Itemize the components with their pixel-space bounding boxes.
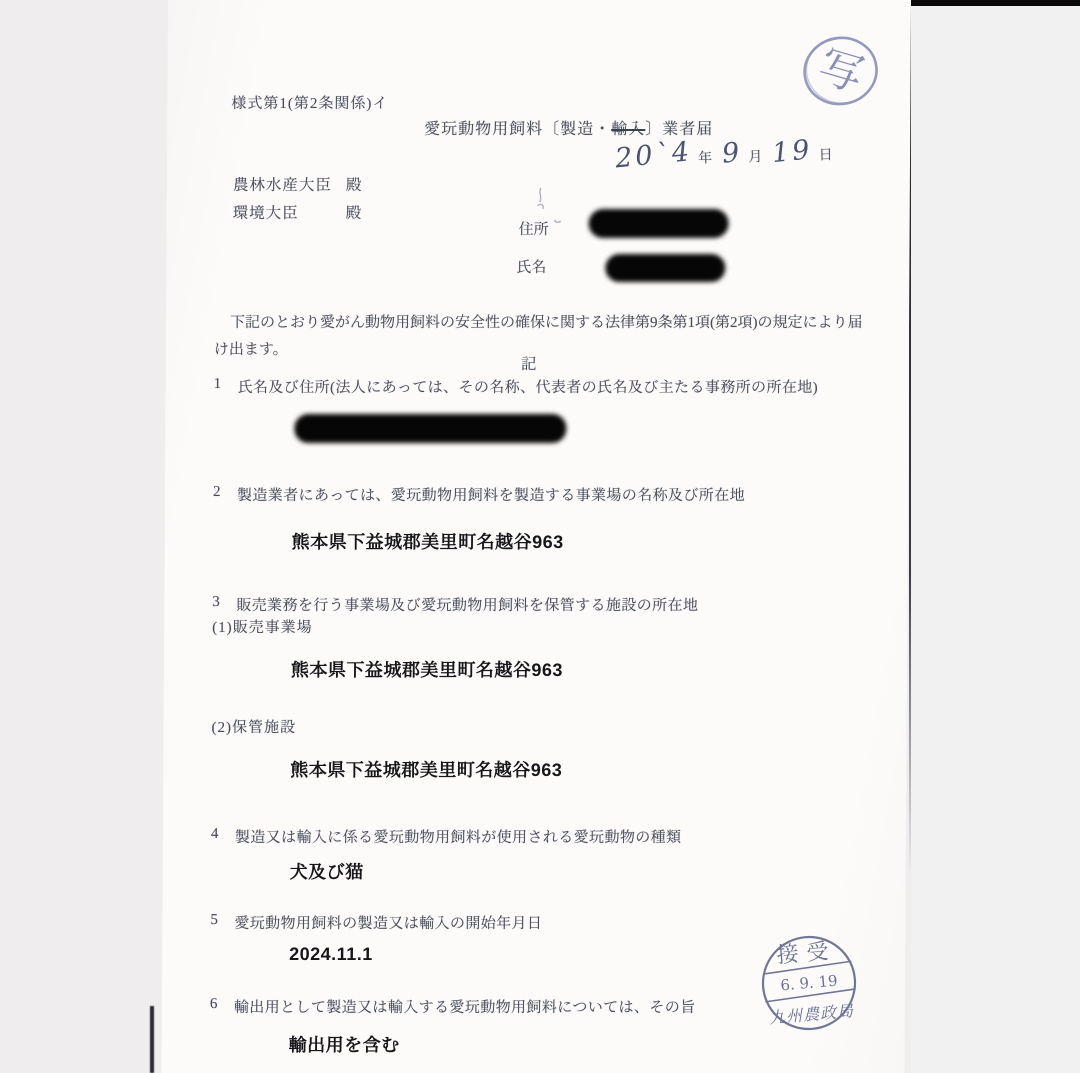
item-2 [213,484,745,505]
opening-line2: け出ます。 [213,342,288,358]
date-day-unit: 日 [818,148,833,164]
photo-bottom-left-edge [150,1006,154,1073]
item-number: 6 [209,996,218,1012]
receipt-stamp [756,930,863,1036]
item-number: 1 [213,376,222,392]
copy-stamp-character: 写 [812,41,869,102]
item-text: 製造又は輸入に係る愛玩動物用飼料が使用される愛玩動物の種類 [234,830,682,846]
addressees [233,172,362,228]
item-text: 氏名及び住所(法人にあっては、その名称、代表者の氏名及び主たる事務所の所在地) [237,380,819,396]
item-text: 販売業務を行う事業場及び愛玩動物用飼料を保管する施設の所在地 [236,598,699,614]
item-text: 輸出用として製造又は輸入する愛玩動物用飼料については、その旨 [233,1000,696,1016]
receipt-stamp-top-text: 接受 [775,937,838,968]
redaction-bar-name [605,254,725,282]
item-number: 5 [210,912,219,928]
redaction-bar-item1 [294,414,566,443]
receipt-stamp-date: 6. 9. 19 [779,971,839,995]
date-year-handwritten: 20`4 [613,136,694,175]
item-3-sub1-value: 熊本県下益城郡美里町名越谷963 [290,660,563,680]
photo-background-right [911,6,1080,1073]
title-struck-word: 輸入 [611,121,646,138]
title-prefix: 愛玩動物用飼料〔製造・ [424,121,612,138]
item-6-value: 輸出用を含む [288,1035,400,1055]
title-suffix: 〕業者届 [645,121,714,138]
addressee-maff [233,172,362,200]
date-day-handwritten: 19 [770,134,814,170]
item-3-sub2-label: (2)保管施設 [211,720,297,736]
addressee-name: 環境大臣 [232,205,299,222]
item-4 [211,826,682,847]
redaction-bar-address [589,209,729,238]
opening-line1: 下記のとおり愛がん動物用飼料の安全性の確保に関する法律第9条第1項(第2項)の規定により届 [229,315,863,331]
copy-stamp [795,28,886,118]
item-3-sub1-label: (1)販売事業場 [212,620,313,636]
document-paper [161,0,911,1073]
item-1 [214,376,819,397]
item-number: 4 [210,826,219,842]
address-label: 住所 [518,222,549,238]
item-number: 3 [212,594,221,610]
item-2-value: 熊本県下益城郡美里町名越谷963 [291,532,564,552]
item-5 [210,912,542,933]
record-heading: 記 [520,356,537,373]
item-text: 愛玩動物用飼料の製造又は輸入の開始年月日 [234,916,543,932]
item-3-sub2-value: 熊本県下益城郡美里町名越谷963 [290,760,563,780]
addressee-name: 農林水産大臣 [232,177,332,194]
item-5-value: 2024.11.1 [289,944,373,964]
addressee-honorific: 殿 [345,177,362,194]
date-month-handwritten: 9 [720,136,744,170]
form-code: 様式第1(第2条関係)イ [231,96,389,112]
receipt-stamp-office: 九州農政局 [768,1003,855,1028]
item-text: 製造業者にあっては、愛玩動物用飼料を製造する事業場の名称及び所在地 [236,488,746,504]
item-4-value: 犬及び猫 [289,862,364,882]
addressee-env [233,200,362,228]
handwritten-date [613,134,833,175]
item-number: 2 [212,484,221,500]
document-title [424,116,713,139]
name-label: 氏名 [516,260,547,276]
date-month-unit: 月 [748,149,763,166]
addressee-honorific: 殿 [345,205,362,222]
date-year-unit: 年 [698,151,713,167]
item-6 [210,996,696,1017]
item-3 [212,594,698,615]
